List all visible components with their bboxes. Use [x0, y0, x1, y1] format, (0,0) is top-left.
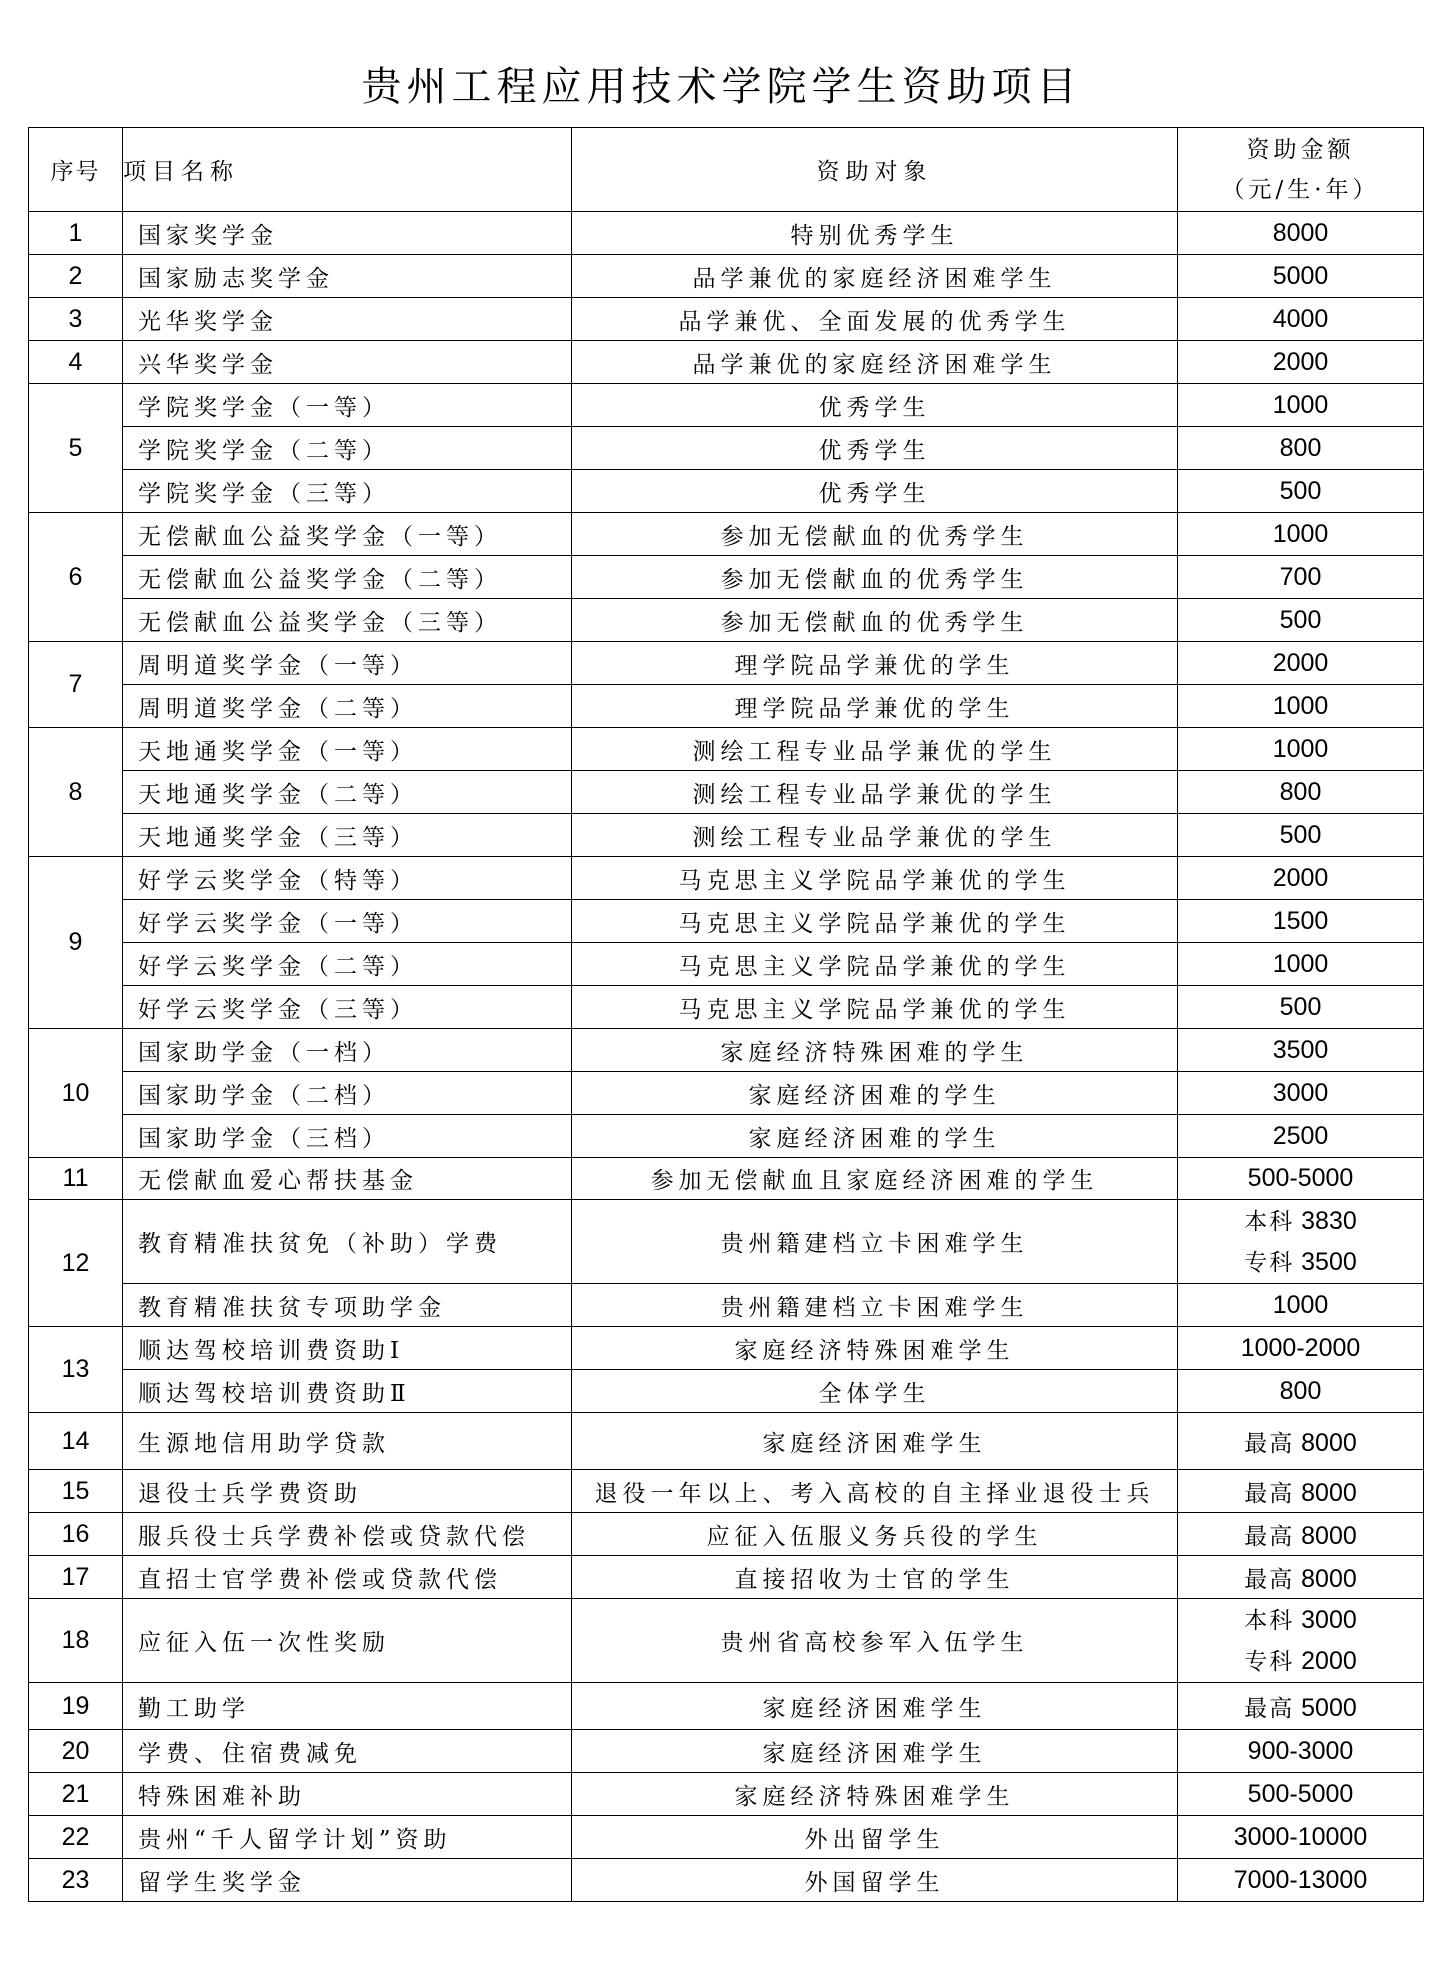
cell-project-name: 学院奖学金（三等） — [123, 470, 572, 513]
cell-project-name: 无偿献血公益奖学金（二等） — [123, 556, 572, 599]
cell-no: 10 — [29, 1029, 123, 1158]
cell-amount: 1000-2000 — [1178, 1327, 1424, 1370]
cell-target: 外国留学生 — [572, 1859, 1178, 1902]
cell-target: 马克思主义学院品学兼优的学生 — [572, 900, 1178, 943]
amount-prefix: 最高 — [1244, 1523, 1295, 1550]
cell-amount: 500 — [1178, 814, 1424, 857]
cell-project-name: 顺达驾校培训费资助Ⅱ — [123, 1370, 572, 1413]
cell-project-name: 国家助学金（二档） — [123, 1072, 572, 1115]
cell-target: 应征入伍服义务兵役的学生 — [572, 1513, 1178, 1556]
cell-amount: 1000 — [1178, 384, 1424, 427]
cell-target: 理学院品学兼优的学生 — [572, 685, 1178, 728]
cell-amount: 2000 — [1178, 857, 1424, 900]
cell-project-name: 学费、住宿费减免 — [123, 1730, 572, 1773]
amount-line-value: 3000 — [1301, 1605, 1357, 1634]
cell-project-name: 服兵役士兵学费补偿或贷款代偿 — [123, 1513, 572, 1556]
cell-amount: 500 — [1178, 986, 1424, 1029]
table-row — [29, 1683, 1424, 1730]
cell-no: 15 — [29, 1470, 123, 1513]
table-row — [29, 212, 1424, 255]
table-row — [29, 685, 1424, 728]
cell-project-name: 顺达驾校培训费资助Ⅰ — [123, 1327, 572, 1370]
amount-value: 8000 — [1301, 1428, 1357, 1457]
cell-no: 8 — [29, 728, 123, 857]
amount-prefix: 最高 — [1244, 1480, 1295, 1507]
header-amount-line1: 资助金额 — [1246, 136, 1355, 163]
cell-amount — [1178, 1599, 1424, 1683]
cell-amount — [1178, 1683, 1424, 1730]
amount-line-value: 3830 — [1301, 1206, 1357, 1235]
table-row — [29, 1158, 1424, 1200]
amount-prefix: 最高 — [1244, 1695, 1295, 1722]
cell-amount: 3000-10000 — [1178, 1816, 1424, 1859]
cell-target: 品学兼优的家庭经济困难学生 — [572, 255, 1178, 298]
cell-target: 贵州籍建档立卡困难学生 — [572, 1284, 1178, 1327]
cell-target: 测绘工程专业品学兼优的学生 — [572, 814, 1178, 857]
table-row — [29, 255, 1424, 298]
cell-amount: 1000 — [1178, 1284, 1424, 1327]
amount-line-label: 专科 — [1244, 1249, 1295, 1276]
cell-target: 参加无偿献血的优秀学生 — [572, 556, 1178, 599]
cell-amount — [1178, 1556, 1424, 1599]
amount-value: 8000 — [1301, 1478, 1357, 1507]
cell-target: 马克思主义学院品学兼优的学生 — [572, 986, 1178, 1029]
cell-project-name: 无偿献血爱心帮扶基金 — [123, 1158, 572, 1200]
cell-no: 13 — [29, 1327, 123, 1413]
cell-amount: 800 — [1178, 427, 1424, 470]
cell-target: 优秀学生 — [572, 470, 1178, 513]
table-row — [29, 1470, 1424, 1513]
cell-amount — [1178, 1513, 1424, 1556]
amount-prefix: 最高 — [1244, 1566, 1295, 1593]
table-row — [29, 1284, 1424, 1327]
table-row — [29, 556, 1424, 599]
amount-prefix: 最高 — [1244, 1430, 1295, 1457]
cell-amount: 3500 — [1178, 1029, 1424, 1072]
table-row — [29, 341, 1424, 384]
cell-project-name: 勤工助学 — [123, 1683, 572, 1730]
table-row — [29, 298, 1424, 341]
cell-no: 16 — [29, 1513, 123, 1556]
cell-project-name: 天地通奖学金（二等） — [123, 771, 572, 814]
header-name: 项目名称 — [123, 128, 572, 212]
cell-no: 19 — [29, 1683, 123, 1730]
cell-project-name: 学院奖学金（二等） — [123, 427, 572, 470]
cell-project-name: 光华奖学金 — [123, 298, 572, 341]
cell-no: 3 — [29, 298, 123, 341]
table-row — [29, 1072, 1424, 1115]
document-title: 贵州工程应用技术学院学生资助项目 — [361, 63, 1082, 110]
header-amount — [1178, 128, 1424, 212]
cell-no: 21 — [29, 1773, 123, 1816]
table-row — [29, 986, 1424, 1029]
cell-amount: 1000 — [1178, 685, 1424, 728]
cell-target: 贵州省高校参军入伍学生 — [572, 1599, 1178, 1683]
cell-no: 7 — [29, 642, 123, 728]
cell-target: 特别优秀学生 — [572, 212, 1178, 255]
cell-target: 家庭经济困难学生 — [572, 1413, 1178, 1470]
cell-target: 品学兼优的家庭经济困难学生 — [572, 341, 1178, 384]
table-row — [29, 470, 1424, 513]
cell-amount — [1178, 1413, 1424, 1470]
cell-project-name: 教育精准扶贫专项助学金 — [123, 1284, 572, 1327]
cell-project-name: 好学云奖学金（特等） — [123, 857, 572, 900]
cell-no: 20 — [29, 1730, 123, 1773]
cell-amount: 900-3000 — [1178, 1730, 1424, 1773]
cell-amount: 3000 — [1178, 1072, 1424, 1115]
cell-project-name: 兴华奖学金 — [123, 341, 572, 384]
cell-no: 2 — [29, 255, 123, 298]
cell-amount: 1000 — [1178, 728, 1424, 771]
table-row — [29, 900, 1424, 943]
aid-projects-table — [28, 127, 1424, 1902]
cell-target: 参加无偿献血且家庭经济困难的学生 — [572, 1158, 1178, 1200]
table-row — [29, 1730, 1424, 1773]
table-row — [29, 771, 1424, 814]
cell-amount: 700 — [1178, 556, 1424, 599]
cell-target: 理学院品学兼优的学生 — [572, 642, 1178, 685]
cell-no: 5 — [29, 384, 123, 513]
cell-project-name: 应征入伍一次性奖励 — [123, 1599, 572, 1683]
cell-target: 优秀学生 — [572, 427, 1178, 470]
cell-target: 品学兼优、全面发展的优秀学生 — [572, 298, 1178, 341]
cell-target: 家庭经济特殊困难的学生 — [572, 1029, 1178, 1072]
table-row — [29, 384, 1424, 427]
cell-amount: 500-5000 — [1178, 1158, 1424, 1200]
cell-project-name: 周明道奖学金（一等） — [123, 642, 572, 685]
amount-value: 8000 — [1301, 1521, 1357, 1550]
cell-project-name: 教育精准扶贫免（补助）学费 — [123, 1200, 572, 1284]
table-row — [29, 1513, 1424, 1556]
cell-target: 马克思主义学院品学兼优的学生 — [572, 857, 1178, 900]
cell-project-name: 周明道奖学金（二等） — [123, 685, 572, 728]
cell-project-name: 国家助学金（一档） — [123, 1029, 572, 1072]
table-row — [29, 943, 1424, 986]
cell-target: 马克思主义学院品学兼优的学生 — [572, 943, 1178, 986]
cell-target: 家庭经济特殊困难学生 — [572, 1327, 1178, 1370]
cell-no: 18 — [29, 1599, 123, 1683]
table-row — [29, 427, 1424, 470]
cell-amount — [1178, 1470, 1424, 1513]
cell-target: 家庭经济困难的学生 — [572, 1072, 1178, 1115]
cell-target: 直接招收为士官的学生 — [572, 1556, 1178, 1599]
cell-target: 家庭经济困难学生 — [572, 1683, 1178, 1730]
amount-line — [1178, 1600, 1423, 1641]
cell-project-name: 国家励志奖学金 — [123, 255, 572, 298]
cell-amount: 4000 — [1178, 298, 1424, 341]
cell-target: 测绘工程专业品学兼优的学生 — [572, 771, 1178, 814]
cell-amount: 1500 — [1178, 900, 1424, 943]
cell-project-name: 国家助学金（三档） — [123, 1115, 572, 1158]
cell-no: 17 — [29, 1556, 123, 1599]
cell-no: 14 — [29, 1413, 123, 1470]
cell-amount: 7000-13000 — [1178, 1859, 1424, 1902]
cell-project-name: 贵州“千人留学计划”资助 — [123, 1816, 572, 1859]
cell-project-name: 好学云奖学金（二等） — [123, 943, 572, 986]
cell-amount: 500 — [1178, 470, 1424, 513]
cell-target: 外出留学生 — [572, 1816, 1178, 1859]
cell-target: 优秀学生 — [572, 384, 1178, 427]
cell-no: 4 — [29, 341, 123, 384]
cell-target: 退役一年以上、考入高校的自主择业退役士兵 — [572, 1470, 1178, 1513]
cell-no: 22 — [29, 1816, 123, 1859]
cell-project-name: 天地通奖学金（三等） — [123, 814, 572, 857]
table-row — [29, 814, 1424, 857]
cell-amount: 500 — [1178, 599, 1424, 642]
cell-project-name: 好学云奖学金（一等） — [123, 900, 572, 943]
cell-target: 家庭经济困难的学生 — [572, 1115, 1178, 1158]
amount-line-value: 3500 — [1301, 1247, 1357, 1276]
cell-no: 11 — [29, 1158, 123, 1200]
cell-amount: 2500 — [1178, 1115, 1424, 1158]
cell-amount — [1178, 1200, 1424, 1284]
amount-line-label: 专科 — [1244, 1648, 1295, 1675]
table-row — [29, 1556, 1424, 1599]
header-no: 序号 — [29, 128, 123, 212]
cell-no: 1 — [29, 212, 123, 255]
cell-amount: 2000 — [1178, 341, 1424, 384]
cell-target: 贵州籍建档立卡困难学生 — [572, 1200, 1178, 1284]
cell-amount: 500-5000 — [1178, 1773, 1424, 1816]
amount-line-label: 本科 — [1244, 1607, 1295, 1634]
table-row — [29, 728, 1424, 771]
cell-target: 参加无偿献血的优秀学生 — [572, 599, 1178, 642]
amount-line — [1178, 1201, 1423, 1242]
table-body — [29, 212, 1424, 1902]
cell-no: 6 — [29, 513, 123, 642]
table-row — [29, 599, 1424, 642]
table-row — [29, 1200, 1424, 1284]
table-row — [29, 642, 1424, 685]
cell-project-name: 无偿献血公益奖学金（一等） — [123, 513, 572, 556]
cell-target: 参加无偿献血的优秀学生 — [572, 513, 1178, 556]
table-row — [29, 1773, 1424, 1816]
cell-amount: 5000 — [1178, 255, 1424, 298]
cell-amount: 2000 — [1178, 642, 1424, 685]
cell-amount: 1000 — [1178, 513, 1424, 556]
table-row — [29, 1816, 1424, 1859]
amount-value: 5000 — [1301, 1693, 1357, 1722]
table-row — [29, 857, 1424, 900]
table-row — [29, 1029, 1424, 1072]
cell-project-name: 学院奖学金（一等） — [123, 384, 572, 427]
table-row — [29, 1599, 1424, 1683]
cell-amount: 800 — [1178, 1370, 1424, 1413]
table-row — [29, 1115, 1424, 1158]
amount-line-value: 2000 — [1301, 1646, 1357, 1675]
amount-line-label: 本科 — [1244, 1208, 1295, 1235]
table-row — [29, 1327, 1424, 1370]
cell-target: 测绘工程专业品学兼优的学生 — [572, 728, 1178, 771]
cell-target: 家庭经济困难学生 — [572, 1730, 1178, 1773]
table-row — [29, 1413, 1424, 1470]
cell-project-name: 特殊困难补助 — [123, 1773, 572, 1816]
header-amount-line2: （元/生·年） — [1221, 176, 1380, 203]
cell-project-name: 无偿献血公益奖学金（三等） — [123, 599, 572, 642]
amount-value: 8000 — [1301, 1564, 1357, 1593]
cell-amount: 8000 — [1178, 212, 1424, 255]
table-row — [29, 513, 1424, 556]
cell-project-name: 直招士官学费补偿或贷款代偿 — [123, 1556, 572, 1599]
table-header-row — [29, 128, 1424, 212]
cell-project-name: 留学生奖学金 — [123, 1859, 572, 1902]
amount-line — [1178, 1242, 1423, 1283]
cell-project-name: 好学云奖学金（三等） — [123, 986, 572, 1029]
header-target: 资助对象 — [572, 128, 1178, 212]
cell-target: 家庭经济特殊困难学生 — [572, 1773, 1178, 1816]
cell-project-name: 天地通奖学金（一等） — [123, 728, 572, 771]
cell-project-name: 退役士兵学费资助 — [123, 1470, 572, 1513]
cell-amount: 1000 — [1178, 943, 1424, 986]
table-row — [29, 1370, 1424, 1413]
amount-line — [1178, 1641, 1423, 1682]
cell-project-name: 生源地信用助学贷款 — [123, 1413, 572, 1470]
table-row — [29, 1859, 1424, 1902]
cell-target: 全体学生 — [572, 1370, 1178, 1413]
cell-project-name: 国家奖学金 — [123, 212, 572, 255]
cell-no: 12 — [29, 1200, 123, 1327]
cell-amount: 800 — [1178, 771, 1424, 814]
cell-no: 9 — [29, 857, 123, 1029]
cell-no: 23 — [29, 1859, 123, 1902]
